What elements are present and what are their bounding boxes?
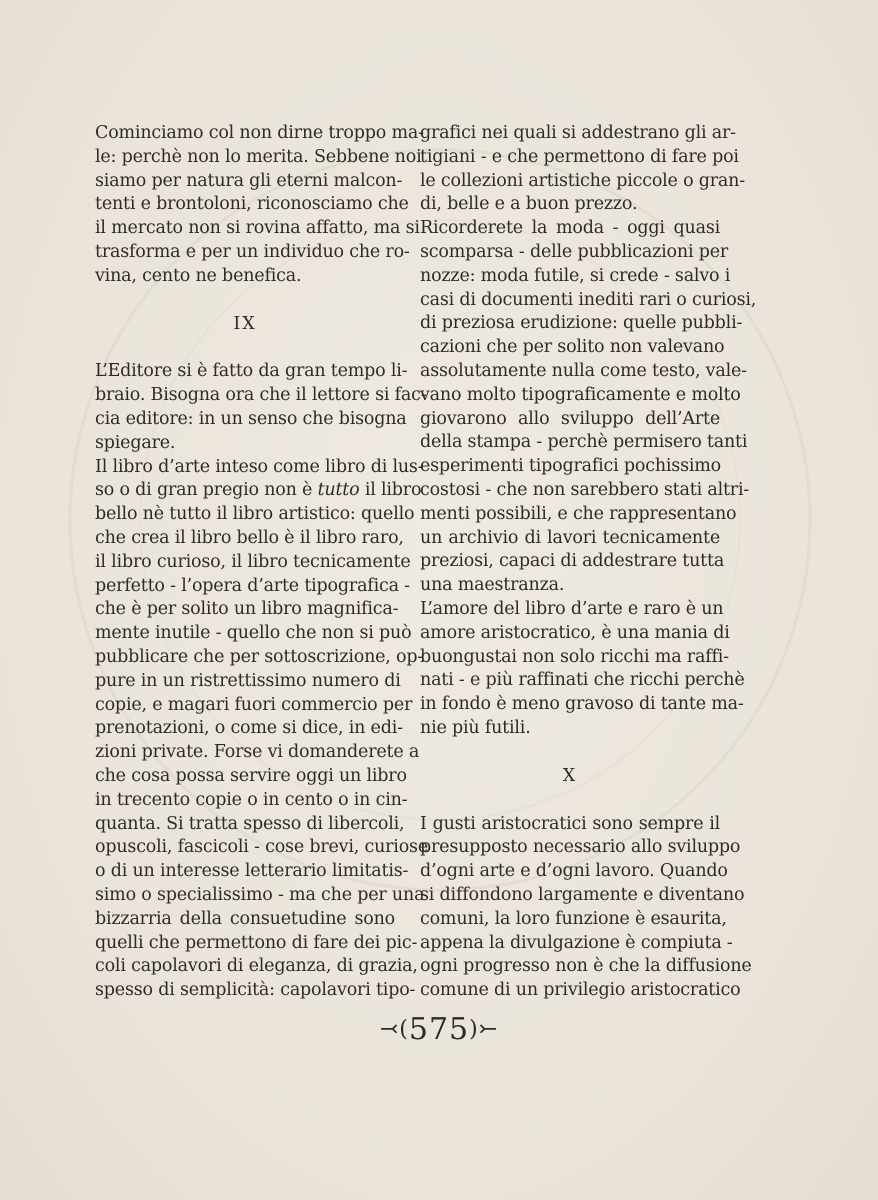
- italic-word: tutto: [317, 480, 360, 501]
- page-number: 575: [408, 1012, 470, 1047]
- paragraph-amore-libro: [420, 598, 745, 741]
- text-line: o di un interesse letterario limitatis-: [95, 861, 409, 882]
- text-line: presupposto necessario allo sviluppo: [420, 837, 741, 858]
- text-line: le: perchè non lo merita. Sebbene noi: [95, 146, 422, 167]
- text-line: L’Editore si è fatto da gran tempo li-: [95, 361, 408, 382]
- paragraph-gusti: [420, 813, 752, 1003]
- text-line: Ricorderete la moda - oggi quasi: [420, 218, 720, 239]
- text-line: vano molto tipograficamente e molto: [420, 384, 741, 405]
- text-line: amore aristocratico, è una mania di: [420, 622, 730, 643]
- text-line: il mercato non si rovina affatto, ma si: [95, 218, 420, 239]
- text-line: giovarono allo sviluppo dell’Arte: [420, 408, 720, 429]
- text-line: braio. Bisogna ora che il lettore si fac-: [95, 385, 427, 406]
- text-line: appena la divulgazione è compiuta -: [420, 932, 733, 953]
- text-line: in fondo è meno gravoso di tante ma-: [420, 694, 744, 715]
- text-line: tenti e brontoloni, riconosciamo che: [95, 194, 409, 215]
- text-line: Cominciamo col non dirne troppo ma-: [95, 123, 424, 143]
- text-line: le collezioni artistiche piccole o gran-: [420, 170, 745, 191]
- text-line: bizzarria della consuetudine sono: [95, 908, 395, 929]
- text-line: nie più futili.: [420, 717, 531, 738]
- text-line: un archivio di lavori tecnicamente: [420, 527, 720, 548]
- text-line: comune di un privilegio aristocratico: [420, 980, 741, 1001]
- ornament-left: ⤙(: [379, 1017, 409, 1042]
- text-line: pubblicare che per sottoscrizione, op-: [95, 646, 424, 667]
- paragraph-continuation: [420, 122, 745, 217]
- text-line: menti possibili, e che rappresentano: [420, 503, 737, 524]
- text-line: pure in un ristrettissimo numero di: [95, 670, 401, 691]
- text-line: grafici nei quali si addestrano gli ar-: [420, 123, 736, 143]
- text-line: cia editore: in un senso che bisogna: [95, 408, 407, 429]
- text-line: spiegare.: [95, 432, 176, 453]
- text-line: di preziosa erudizione: quelle pubbli-: [420, 313, 743, 334]
- section-heading-ix: IX: [233, 313, 257, 334]
- section-heading-x: X: [562, 765, 578, 786]
- text-line: quanta. Si tratta spesso di libercoli,: [95, 813, 405, 834]
- text-line: preziosi, capaci di addestrare tutta: [420, 551, 725, 572]
- text-line: simo o specialissimo - ma che per una: [95, 884, 425, 905]
- text-line: quelli che permettono di fare dei pic-: [95, 932, 418, 953]
- text-line: della stampa - perchè permisero tanti: [420, 432, 748, 453]
- paragraph-libro-arte: [95, 456, 428, 1003]
- text-line: trasforma e per un individuo che ro-: [95, 241, 410, 262]
- text-line: assolutamente nulla come testo, vale-: [420, 360, 747, 381]
- paragraph-moda-nozze: [420, 217, 757, 598]
- text-line: esperimenti tipografici pochissimo: [420, 456, 721, 477]
- text-line: una maestranza.: [420, 575, 565, 596]
- text-line: bello nè tutto il libro artistico: quello: [95, 504, 415, 525]
- text-line: I gusti aristocratici sono sempre il: [420, 813, 720, 834]
- text-line: vina, cento ne benefica.: [95, 265, 302, 286]
- text-line: scomparsa - delle pubblicazioni per: [420, 241, 729, 262]
- text-line: nati - e più raffinati che ricchi perchè: [420, 670, 745, 691]
- text-line: tigiani - e che permettono di fare poi: [420, 146, 739, 167]
- text-line: prenotazioni, o come si dice, in edi-: [95, 718, 403, 739]
- page-number-footer: [0, 1012, 878, 1047]
- text-line: si diffondono largamente e diventano: [420, 884, 745, 905]
- text-line: coli capolavori di eleganza, di grazia,: [95, 956, 418, 977]
- left-column: [95, 122, 428, 1003]
- text-line: comuni, la loro funzione è esaurita,: [420, 908, 727, 929]
- ornament-right: )⤚: [469, 1017, 499, 1042]
- text-line: di, belle e a buon prezzo.: [420, 194, 638, 215]
- paragraph-intro: [95, 122, 424, 289]
- text-line: copie, e magari fuori commercio per: [95, 694, 413, 715]
- text-line: spesso di semplicità: capolavori tipo-: [95, 980, 416, 1001]
- text-line: ogni progresso non è che la diffusione: [420, 956, 752, 977]
- text-line: perfetto - l’opera d’arte tipografica -: [95, 575, 410, 596]
- text-line-with-italic: [95, 479, 422, 503]
- text-line: che cosa possa servire oggi un libro: [95, 765, 407, 786]
- text-line: in trecento copie o in cento o in cin-: [95, 789, 408, 810]
- text-line: siamo per natura gli eterni malcon-: [95, 170, 403, 191]
- text-line: il libro curioso, il libro tecnicamente: [95, 551, 411, 572]
- text-line: d’ogni arte e d’ogni lavoro. Quando: [420, 861, 728, 882]
- right-column: [420, 122, 757, 1003]
- text-line: L’amore del libro d’arte e raro è un: [420, 598, 724, 619]
- text-line: opuscoli, fascicoli - cose brevi, curiose: [95, 837, 428, 858]
- text-line: costosi - che non sarebbero stati altri-: [420, 479, 750, 500]
- text-fragment: il libro: [359, 480, 422, 501]
- paragraph-editore: [95, 360, 427, 455]
- text-line: casi di documenti inediti rari o curiosi,: [420, 289, 757, 310]
- text-line: mente inutile - quello che non si può: [95, 623, 412, 644]
- text-line: Il libro d’arte inteso come libro di lus-: [95, 456, 424, 477]
- text-line: che è per solito un libro magnifica-: [95, 599, 399, 620]
- text-line: che crea il libro bello è il libro raro,: [95, 527, 404, 548]
- text-line: zioni private. Forse vi domanderete a: [95, 742, 420, 763]
- text-line: cazioni che per solito non valevano: [420, 337, 725, 358]
- text-line: buongustai non solo ricchi ma raffi-: [420, 646, 729, 667]
- text-line: nozze: moda futile, si crede - salvo i: [420, 265, 731, 286]
- text-fragment: so o di gran pregio non è: [95, 480, 318, 501]
